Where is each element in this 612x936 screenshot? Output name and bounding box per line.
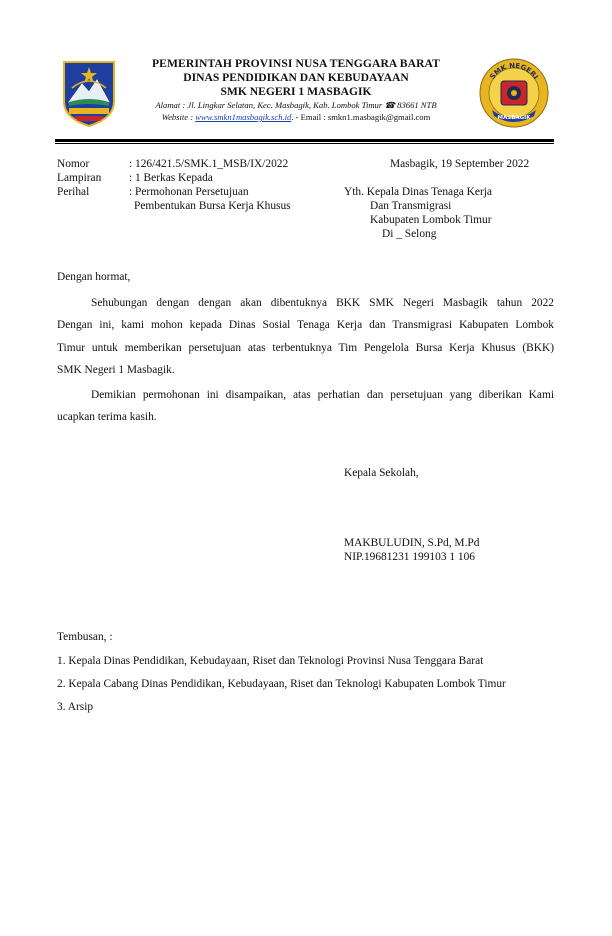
letterhead-divider-thin <box>55 143 554 144</box>
perihal-value: : Permohonan Persetujuan <box>129 186 249 198</box>
letterhead-divider-thick <box>55 139 554 142</box>
place-date: Masbagik, 19 September 2022 <box>390 158 530 170</box>
tembusan-label: Tembusan, : <box>57 631 113 643</box>
website-link[interactable]: www.smkn1masbagik.sch.id <box>195 112 292 122</box>
paragraph-1-line-2: Dengan ini, kami mohon kepada Dinas Sosial Tenaga Kerja dan Transmigrasi Kabupaten Lombok <box>57 319 554 332</box>
paragraph-2-line-2: ucapkan terima kasih. <box>57 411 157 424</box>
tembusan-item-1: 1. Kepala Dinas Pendidikan, Kebudayaan, Riset dan Teknologi Provinsi Nusa Tenggara Barat <box>57 655 484 667</box>
website-label: Website : <box>161 112 196 122</box>
paragraph-1-line-1: Sehubungan dengan dengan akan dibentuknya BKK SMK Negeri Masbagik tahun 2022 <box>91 297 554 309</box>
school-logo <box>478 56 550 130</box>
paragraph-1-line-3: Timur untuk memberikan persetujuan atas terbentuknya Tim Pengelola Bursa Kerja Khusus (BKK) <box>57 341 554 354</box>
letterhead-contact <box>120 111 472 123</box>
nomor-value: : 126/421.5/SMK.1_MSB/IX/2022 <box>129 158 289 170</box>
tembusan-item-3: 3. Arsip <box>57 701 94 713</box>
recipient-line-4: Di _ Selong <box>382 228 437 240</box>
perihal-value-cont: Pembentukan Bursa Kerja Khusus <box>134 200 291 212</box>
paragraph-2-line-1: Demikian permohonan ini disampaikan, atas perhatian dan persetujuan yang diberikan Kami <box>91 389 554 401</box>
ntb-emblem-logo <box>60 58 118 128</box>
school-logo-bottom-text: MASBAGIK <box>497 115 531 121</box>
letterhead-school-name: SMK NEGERI 1 MASBAGIK <box>220 85 372 98</box>
paragraph-2 <box>57 384 554 429</box>
letterhead-address: Alamat : Jl. Lingkar Selatan, Kec. Masbagik, Kab. Lombok Timur ☎ 83661 NTB <box>155 100 437 110</box>
letterhead <box>120 57 472 123</box>
recipient-line-1: Yth. Kepala Dinas Tenaga Kerja <box>344 186 492 198</box>
letterhead-department: DINAS PENDIDIKAN DAN KEBUDAYAAN <box>183 71 409 84</box>
tembusan-item-2: 2. Kepala Cabang Dinas Pendidikan, Kebudayaan, Riset dan Teknologi Kabupaten Lombok Timur <box>57 678 506 690</box>
school-logo-top-text: SMK NEGERI <box>488 61 540 81</box>
letterhead-government: PEMERINTAH PROVINSI NUSA TENGGARA BARAT <box>152 57 440 70</box>
lampiran-label: Lampiran <box>57 172 102 184</box>
signature-title: Kepala Sekolah, <box>344 467 419 479</box>
greeting: Dengan hormat, <box>57 271 131 283</box>
email-separator: . - Email : <box>291 112 328 122</box>
paragraph-1 <box>57 292 554 382</box>
email-address: smkn1.masbagik@gmail.com <box>327 112 431 122</box>
lampiran-value: : 1 Berkas Kepada <box>129 172 213 184</box>
nomor-label: Nomor <box>57 158 90 170</box>
recipient-line-2: Dan Transmigrasi <box>370 200 452 212</box>
paragraph-1-line-4: SMK Negeri 1 Masbagik. <box>57 364 175 377</box>
perihal-label: Perihal <box>57 186 90 198</box>
signature-name: MAKBULUDIN, S.Pd, M.Pd <box>344 537 480 549</box>
signature-nip: NIP.19681231 199103 1 106 <box>344 551 475 563</box>
recipient-line-3: Kabupaten Lombok Timur <box>370 214 492 226</box>
